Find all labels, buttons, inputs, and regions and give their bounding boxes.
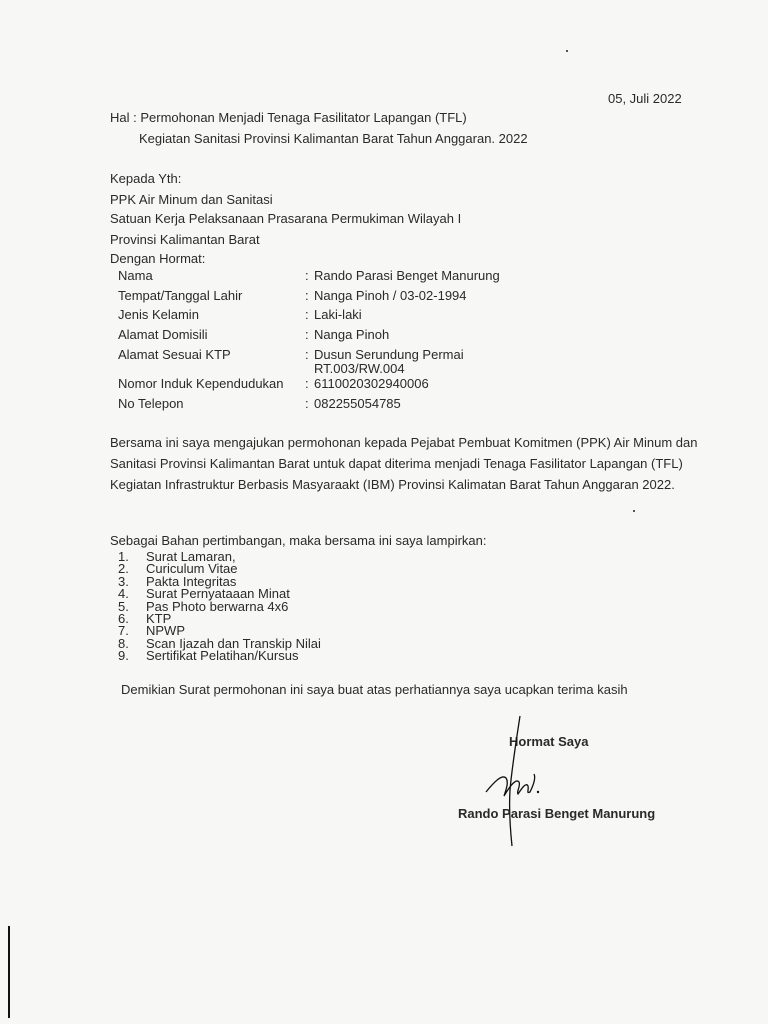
recipient-line: PPK Air Minum dan Sanitasi [110,192,273,207]
field-colon: : [305,268,309,283]
scan-speck [566,50,568,52]
list-item-text: Pakta Integritas [146,573,237,589]
list-item-number: 3. [118,573,129,589]
subject-line-1: Hal : Permohonan Menjadi Tenaga Fasilitator Lapangan (TFL) [110,110,467,125]
list-item-number: 2. [118,561,129,577]
attachments-list [118,551,321,663]
list-item-text: Pas Photo berwarna 4x6 [146,598,289,614]
list-item-number: 6. [118,610,129,626]
field-label-nik: Nomor Induk Kependudukan [118,376,284,391]
field-value-ttl: Nanga Pinoh / 03-02-1994 [314,288,467,303]
list-item-number: 9. [118,648,129,664]
list-item-text: Surat Pernyataaan Minat [146,586,290,602]
signatory-name: Rando Parasi Benget Manurung [458,806,656,821]
scan-edge-mark [8,926,10,1018]
field-label-ttl: Tempat/Tanggal Lahir [118,288,243,303]
list-item-number: 8. [118,635,129,651]
field-colon: : [305,327,309,342]
handwritten-signature [476,712,546,852]
field-label-nama: Nama [118,268,153,283]
recipient-salutation: Kepada Yth: [110,171,182,186]
field-colon: : [305,288,309,303]
field-label-telepon: No Telepon [118,396,184,411]
field-value-jenis-kelamin: Laki-laki [314,307,362,322]
greeting: Dengan Hormat: [110,251,206,266]
field-colon: : [305,347,309,362]
list-item-text: Surat Lamaran, [146,549,236,564]
list-item-text: KTP [146,610,172,626]
field-colon: : [305,376,309,391]
recipient-line: Satuan Kerja Pelaksanaan Prasarana Permukiman Wilayah I [110,211,462,226]
recipient-line: Provinsi Kalimantan Barat [110,232,260,247]
list-item-number: 1. [118,549,129,564]
field-value-nik: 6110020302940006 [314,376,429,391]
letter-date: 05, Juli 2022 [608,91,682,106]
field-colon: : [305,396,309,411]
list-item [118,650,321,662]
subject-line-2: Kegiatan Sanitasi Provinsi Kalimantan Barat Tahun Anggaran. 2022 [139,131,528,146]
list-item-number: 5. [118,598,129,614]
field-value-alamat-ktp-rtrw: RT.003/RW.004 [314,361,405,376]
closing-sentence: Demikian Surat permohonan ini saya buat atas perhatiannya saya ucapkan terima kasih [121,682,628,697]
field-value-nama: Rando Parasi Benget Manurung [314,268,500,283]
list-item-text: Curiculum Vitae [146,561,238,577]
list-item-number: 4. [118,586,129,602]
list-item-number: 7. [118,623,129,639]
field-label-jenis-kelamin: Jenis Kelamin [118,307,199,322]
field-colon: : [305,307,309,322]
signature-regards: Hormat Saya [509,734,589,749]
field-value-alamat-domisili: Nanga Pinoh [314,327,390,342]
list-item-text: Scan Ijazah dan Transkip Nilai [146,635,321,651]
field-value-alamat-ktp: Dusun Serundung Permai [314,347,464,362]
field-label-alamat-ktp: Alamat Sesuai KTP [118,347,231,362]
body-paragraph: Bersama ini saya mengajukan permohonan kepada Pejabat Pembuat Komitmen (PPK) Air Minum dan Sanitasi Provinsi Kalimantan Barat untuk dapat diterima menjadi Tenaga Fasilitator Lapangan (TFL) Kegiatan Infrastruktur Berbasis Masyaraakt (IBM) Provinsi Kalimatan Barat Tahun Anggaran 2022. [110,435,698,492]
list-item-text: Sertifikat Pelatihan/Kursus [146,648,299,664]
field-value-telepon: 082255054785 [314,396,401,411]
scan-speck [633,510,635,512]
field-label-alamat-domisili: Alamat Domisili [118,327,208,342]
attachments-intro: Sebagai Bahan pertimbangan, maka bersama ini saya lampirkan: [110,533,487,548]
list-item-text: NPWP [146,623,185,639]
